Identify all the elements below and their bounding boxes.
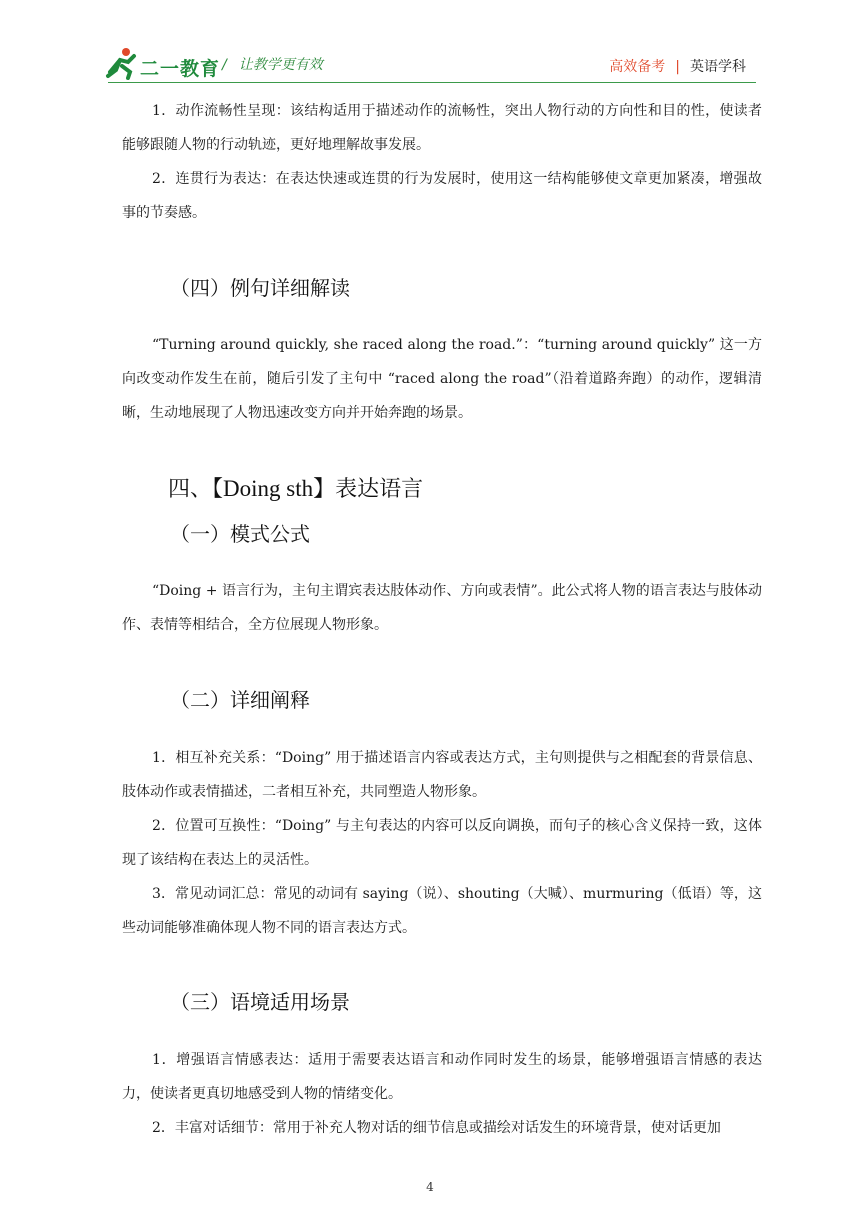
heading-explanation: （二）详细阐释 xyxy=(170,688,310,712)
paragraph-common-verbs: 3．常见动词汇总：常见的动词有 saying（说）、shouting（大喊）、murmuring（低语）等，这些动词能够准确体现人物不同的语言表达方式。 xyxy=(122,886,762,936)
subject-label: 英语学科 xyxy=(690,59,746,75)
section-heading-suffix: 】表达语言 xyxy=(313,477,424,502)
section-heading-prefix: 四、【 xyxy=(168,477,224,502)
paragraph-formula: “Doing + 语言行为，主句主谓宾表达肢体动作、方向或表情”。此公式将人物的语言表达与肢体动作、表情等相结合，全方位展现人物形象。 xyxy=(122,583,762,633)
slogan-text: 让教学更有效 xyxy=(238,57,323,73)
paragraph-example: “Turning around quickly, she raced along the road.”：“turning around quickly” 这一方向改变动作发生在前，随后引发了主句中 “raced along the road”（沿着道路奔跑）的动作，逻辑清晰，生动地展现了人物迅速改变方向并开始奔跑的场景。 xyxy=(122,337,762,421)
header-separator: | xyxy=(675,59,680,75)
runner-logo-icon xyxy=(104,46,140,80)
header-right xyxy=(609,56,746,76)
slogan xyxy=(222,54,323,74)
exam-label: 高效备考 xyxy=(609,59,666,75)
header-divider xyxy=(108,82,756,83)
page-number: 4 xyxy=(426,1180,434,1194)
paragraph-complement: 1．相互补充关系：“Doing” 用于描述语言内容或表达方式，主句则提供与之相配套的背景信息、肢体动作或表情描述，二者相互补充，共同塑造人物形象。 xyxy=(122,750,762,800)
heading-example-analysis: （四）例句详细解读 xyxy=(170,276,350,300)
logo xyxy=(104,46,234,80)
logo-text: 二一教育 xyxy=(140,58,221,80)
slogan-slash: / xyxy=(222,57,227,73)
section-heading-doing-sth xyxy=(168,472,423,503)
paragraph-continuity: 2．连贯行为表达：在表达快速或连贯的行为发展时，使用这一结构能够使文章更加紧凑，增强故事的节奏感。 xyxy=(122,171,762,221)
paragraph-emotion: 1．增强语言情感表达：适用于需要表达语言和动作同时发生的场景，能够增强语言情感的表达力，使读者更真切地感受到人物的情绪变化。 xyxy=(122,1052,762,1102)
paragraph-dialogue-detail: 2．丰富对话细节：常用于补充人物对话的细节信息或描绘对话发生的环境背景，使对话更加 xyxy=(152,1120,721,1136)
heading-context-scenarios: （三）语境适用场景 xyxy=(170,990,350,1014)
paragraph-fluency: 1．动作流畅性呈现：该结构适用于描述动作的流畅性，突出人物行动的方向性和目的性，使读者能够跟随人物的行动轨迹，更好地理解故事发展。 xyxy=(122,103,762,153)
paragraph-interchangeable: 2．位置可互换性：“Doing” 与主句表达的内容可以反向调换，而句子的核心含义保持一致，这体现了该结构在表达上的灵活性。 xyxy=(122,818,762,868)
page-header xyxy=(0,0,860,90)
heading-formula: （一）模式公式 xyxy=(170,522,310,546)
section-heading-english: Doing sth xyxy=(223,476,314,501)
